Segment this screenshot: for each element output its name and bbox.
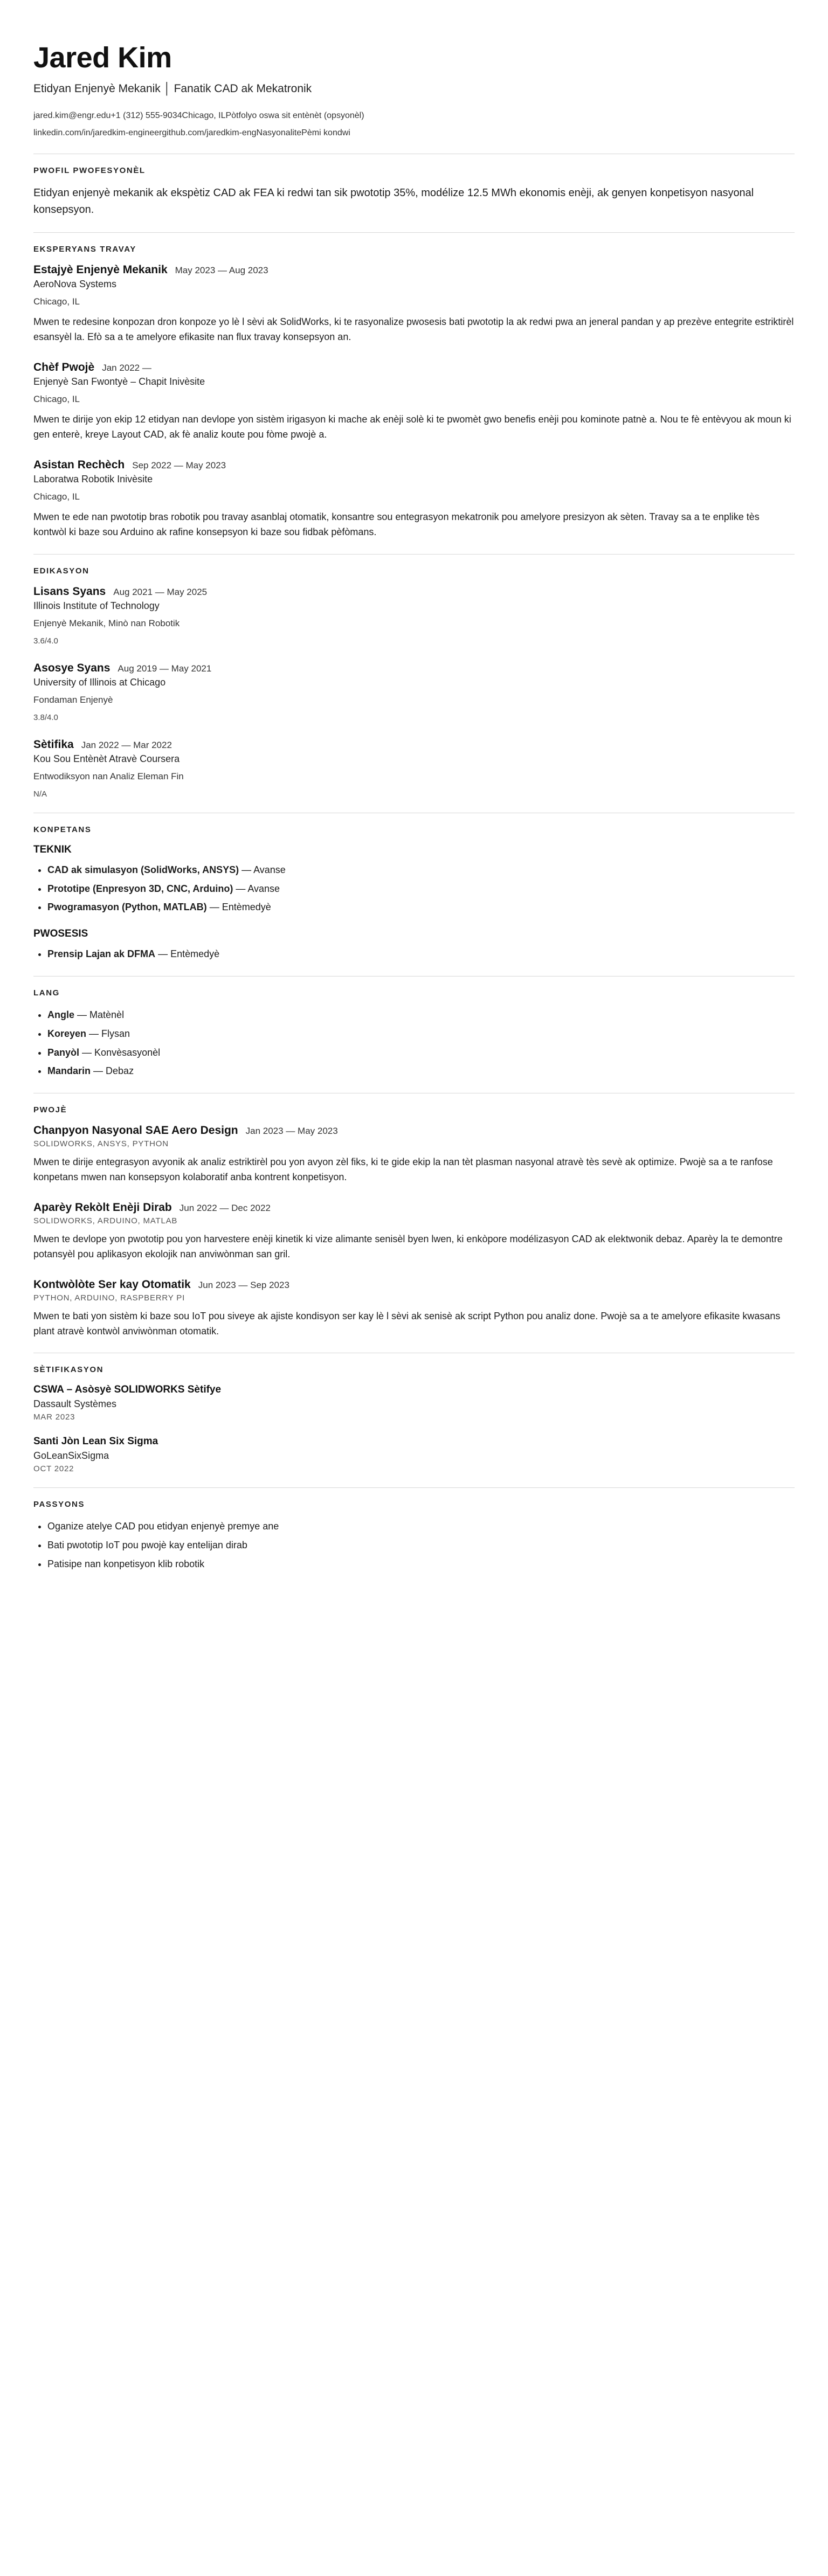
job-company: Laboratwa Robotik Inivèsite bbox=[33, 473, 153, 484]
section-projects bbox=[33, 1105, 795, 1339]
section-title-interests: PASSYONS bbox=[33, 1500, 85, 1509]
gpa-value: 3.6/4.0 bbox=[33, 636, 58, 646]
list-item: • Bati pwototip IoT pou pwojè kay entelijan dirab bbox=[47, 1538, 795, 1553]
section-title-skills: KONPETANS bbox=[33, 825, 92, 834]
job-description: Mwen te ede nan pwototip bras robotik pou travay asanblaj otomatik, konsantre sou entegrasyon mekatronik pou amelyore presizyon ak sèten. Travay sa a te enplike tès kontwòl ki baze sou Arduino ak rafine konsepsyon ki baze sou fidbak pèfòmans. bbox=[33, 511, 760, 537]
section-experience bbox=[33, 245, 795, 539]
certification-entry bbox=[33, 1436, 795, 1473]
education-entry bbox=[33, 738, 795, 799]
project-name: Kontwòlòte Ser kay Otomatik bbox=[33, 1278, 191, 1291]
school-name: University of Illinois at Chicago bbox=[33, 676, 166, 688]
list-item: • Mandarin — Debaz bbox=[47, 1063, 795, 1079]
skill-level: Avanse bbox=[247, 883, 280, 894]
project-dates: Jun 2023 — Sep 2023 bbox=[198, 1279, 289, 1290]
section-education bbox=[33, 566, 795, 799]
section-title-experience: EKSPERYANS TRAVAY bbox=[33, 245, 136, 254]
driving-licence-note: Pèmi kondwi bbox=[301, 128, 350, 138]
job-description: Mwen te redesine konpozan dron konpoze yo lè l sèvi ak SolidWorks, ki te rasyonalize pwosesis bati pwototip la ak redwi pwa an jeneral pandan y ap prezève entegrite estriktirèl esansyèl la. Efò sa a te amelyore efikasite nan flux travay konsepsyon an. bbox=[33, 316, 794, 343]
section-title-education: EDIKASYON bbox=[33, 566, 89, 576]
degree-title: Lisans Syans bbox=[33, 585, 106, 598]
job-location: Chicago, IL bbox=[33, 296, 80, 307]
experience-entry bbox=[33, 264, 795, 345]
experience-entry bbox=[33, 361, 795, 442]
list-item: • Panyòl — Konvèsasyonèl bbox=[47, 1045, 795, 1061]
project-name: Aparèy Rekòlt Enèji Dirab bbox=[33, 1201, 172, 1214]
job-location: Chicago, IL bbox=[33, 394, 80, 405]
project-description: Mwen te dirije entegrasyon avyonik ak analiz estriktirèl pou yon avyon zèl fiks, ki te gide ekip la nan tèt plasman nasyonal atravè tès sevè ak optimize. Pwojè sa a te ranfose konpetans mwen nan konsepsyon kolaboratif anba kontrent konpetisyon. bbox=[33, 1157, 773, 1182]
list-item: • Angle — Matènèl bbox=[47, 1007, 795, 1023]
job-dates: Jan 2022 — bbox=[102, 363, 151, 373]
entry-header bbox=[33, 1124, 795, 1137]
certification-entry bbox=[33, 1384, 795, 1422]
gpa-value: N/A bbox=[33, 789, 47, 799]
links-line bbox=[33, 127, 795, 140]
job-company: AeroNova Systems bbox=[33, 279, 117, 290]
school-name: Kou Sou Entènèt Atravè Coursera bbox=[33, 753, 180, 764]
certification-date: OCT 2022 bbox=[33, 1464, 74, 1474]
section-title-projects: PWOJÈ bbox=[33, 1105, 67, 1115]
project-dates: Jan 2023 — May 2023 bbox=[245, 1126, 338, 1137]
job-dates: Sep 2022 — May 2023 bbox=[132, 460, 226, 470]
skill-group-title: TEKNIK bbox=[33, 843, 72, 855]
field-of-study: Fondaman Enjenyè bbox=[33, 694, 113, 705]
degree-title: Asosye Syans bbox=[33, 661, 111, 674]
skill-list-technical bbox=[33, 862, 795, 915]
contact-line bbox=[33, 109, 795, 122]
section-title-languages: LANG bbox=[33, 988, 60, 998]
job-company: Enjenyè San Fwontyè – Chapit Inivèsite bbox=[33, 376, 205, 387]
degree-title: Sètifika bbox=[33, 738, 74, 751]
section-title-summary: PWOFIL PWOFESYONÈL bbox=[33, 166, 146, 176]
email-text: jared.kim@engr.edu bbox=[33, 111, 111, 121]
linkedin-link[interactable]: linkedin.com/in/jaredkim-engineer bbox=[33, 128, 162, 138]
language-level: Konvèsasyonèl bbox=[94, 1047, 161, 1058]
field-of-study: Entwodiksyon nan Analiz Eleman Fin bbox=[33, 771, 184, 781]
degree-dates: Jan 2022 — Mar 2022 bbox=[81, 739, 172, 750]
skill-name: Prensip Lajan ak DFMA bbox=[47, 948, 156, 960]
divider bbox=[33, 232, 795, 233]
section-certifications bbox=[33, 1365, 795, 1473]
skill-list-process bbox=[33, 946, 795, 962]
section-interests bbox=[33, 1500, 795, 1571]
project-description: Mwen te bati yon sistèm ki baze sou IoT pou siveye ak ajiste kondisyon ser kay lè l sèvi ak senisè ak script Python pou analiz done. Pwojè sa a te amelyore efikasite kwasans plant atravè kontwòl anviwònman otomatik. bbox=[33, 1310, 781, 1337]
section-languages bbox=[33, 988, 795, 1079]
language-level: Debaz bbox=[106, 1065, 134, 1077]
project-name: Chanpyon Nasyonal SAE Aero Design bbox=[33, 1124, 238, 1137]
interest-list bbox=[33, 1519, 795, 1571]
project-entry bbox=[33, 1278, 795, 1339]
job-title: Chèf Pwojè bbox=[33, 361, 95, 374]
section-title-certifications: SÈTIFIKASYON bbox=[33, 1365, 104, 1375]
page-title: Jared Kim bbox=[33, 41, 172, 74]
list-item: • Oganize atelye CAD pou etidyan enjenyè premye ane bbox=[47, 1519, 795, 1534]
language-name: Koreyen bbox=[47, 1028, 87, 1039]
summary-text: Etidyan enjenyè mekanik ak ekspètiz CAD ak FEA ki redwi tan sik pwototip 35%, modélize 12.5 MWh ekonomis enèji, ak genyen konpetisyon nasyonal konsepsyon. bbox=[33, 187, 754, 216]
project-entry bbox=[33, 1124, 795, 1185]
project-tech: SOLIDWORKS, ANSYS, PYTHON bbox=[33, 1139, 169, 1149]
project-tech: PYTHON, ARDUINO, RASPBERRY PI bbox=[33, 1293, 185, 1303]
divider bbox=[33, 1487, 795, 1488]
entry-header bbox=[33, 662, 795, 675]
language-level: Matènèl bbox=[89, 1009, 125, 1020]
language-list bbox=[33, 1007, 795, 1079]
education-entry bbox=[33, 662, 795, 722]
entry-header bbox=[33, 585, 795, 598]
job-description: Mwen te dirije yon ekip 12 etidyan nan devlope yon sistèm irigasyon ki mache ak enèji solè ki te pwomèt gwo benefis enèji pou kominote patnè a. Nou te fè entèvyou ak moun ki gen enterè, kreye Layout CAD, ak fè analiz koute pou fòme pwojè a. bbox=[33, 414, 791, 440]
skill-name: CAD ak simulasyon (SolidWorks, ANSYS) bbox=[47, 864, 239, 875]
entry-header bbox=[33, 1201, 795, 1214]
language-name: Angle bbox=[47, 1009, 75, 1020]
certification-name: Santi Jòn Lean Six Sigma bbox=[33, 1436, 158, 1448]
field-of-study: Enjenyè Mekanik, Minò nan Robotik bbox=[33, 618, 180, 628]
entry-header bbox=[33, 361, 795, 374]
nationality-note: Nasyonalite bbox=[256, 128, 302, 138]
job-title: Asistan Rechèch bbox=[33, 458, 125, 471]
degree-dates: Aug 2019 — May 2021 bbox=[118, 663, 212, 674]
phone-text: +1 (312) 555-9034 bbox=[111, 111, 182, 121]
entry-header bbox=[33, 459, 795, 472]
project-tech: SOLIDWORKS, ARDUINO, MATLAB bbox=[33, 1216, 178, 1225]
list-item: • Koreyen — Flysan bbox=[47, 1026, 795, 1042]
language-name: Mandarin bbox=[47, 1065, 91, 1077]
skill-level: Avanse bbox=[253, 864, 286, 875]
job-dates: May 2023 — Aug 2023 bbox=[175, 265, 268, 276]
gpa-value: 3.8/4.0 bbox=[33, 712, 58, 722]
list-item: • Pwogramasyon (Python, MATLAB) — Entèmedyè bbox=[47, 899, 795, 915]
entry-header bbox=[33, 1278, 795, 1291]
experience-entry bbox=[33, 459, 795, 540]
entry-header bbox=[33, 738, 795, 751]
skill-name: Pwogramasyon (Python, MATLAB) bbox=[47, 902, 207, 913]
project-dates: Jun 2022 — Dec 2022 bbox=[179, 1202, 271, 1213]
section-summary bbox=[33, 166, 795, 218]
entry-header bbox=[33, 264, 795, 276]
certification-name: CSWA – Asòsyè SOLIDWORKS Sètifye bbox=[33, 1384, 222, 1396]
certification-issuer: Dassault Systèmes bbox=[33, 1398, 117, 1410]
job-title: Estajyè Enjenyè Mekanik bbox=[33, 264, 168, 276]
certification-date: MAR 2023 bbox=[33, 1412, 75, 1422]
language-level: Flysan bbox=[101, 1028, 130, 1039]
school-name: Illinois Institute of Technology bbox=[33, 600, 160, 611]
github-link[interactable]: github.com/jaredkim-eng bbox=[162, 128, 257, 138]
divider bbox=[33, 976, 795, 977]
job-location: Chicago, IL bbox=[33, 491, 80, 502]
project-description: Mwen te devlope yon pwototip pou yon harvestere enèji kinetik ki vize alimante senisèl byen lwen, ki enkòpore modélizasyon CAD ak elektwonik debaz. Aparèy la te demontre potansyèl pou aplikasyon ekolojik nan anviwònman san gril. bbox=[33, 1233, 783, 1259]
degree-dates: Aug 2021 — May 2025 bbox=[113, 586, 208, 597]
skill-group-title: PWOSESIS bbox=[33, 928, 88, 940]
divider bbox=[33, 554, 795, 555]
list-item: • Prototipe (Enpresyon 3D, CNC, Arduino) — Avanse bbox=[47, 881, 795, 897]
skill-level: Entèmedyè bbox=[170, 948, 220, 960]
list-item: • Patisipe nan konpetisyon klib robotik bbox=[47, 1556, 795, 1572]
location-text: Chicago, IL bbox=[182, 111, 226, 121]
headline: Etidyan Enjenyè Mekanik │ Fanatik CAD ak Mekatronik bbox=[33, 82, 312, 95]
list-item: • CAD ak simulasyon (SolidWorks, ANSYS) — Avanse bbox=[47, 862, 795, 878]
skill-level: Entèmedyè bbox=[222, 902, 271, 913]
project-entry bbox=[33, 1201, 795, 1262]
education-entry bbox=[33, 585, 795, 646]
skill-name: Prototipe (Enpresyon 3D, CNC, Arduino) bbox=[47, 883, 233, 894]
portfolio-note: Pòtfolyo oswa sit entènèt (opsyonèl) bbox=[225, 111, 364, 121]
language-name: Panyòl bbox=[47, 1047, 80, 1058]
section-skills bbox=[33, 825, 795, 962]
certification-issuer: GoLeanSixSigma bbox=[33, 1450, 109, 1462]
list-item: • Prensip Lajan ak DFMA — Entèmedyè bbox=[47, 946, 795, 962]
